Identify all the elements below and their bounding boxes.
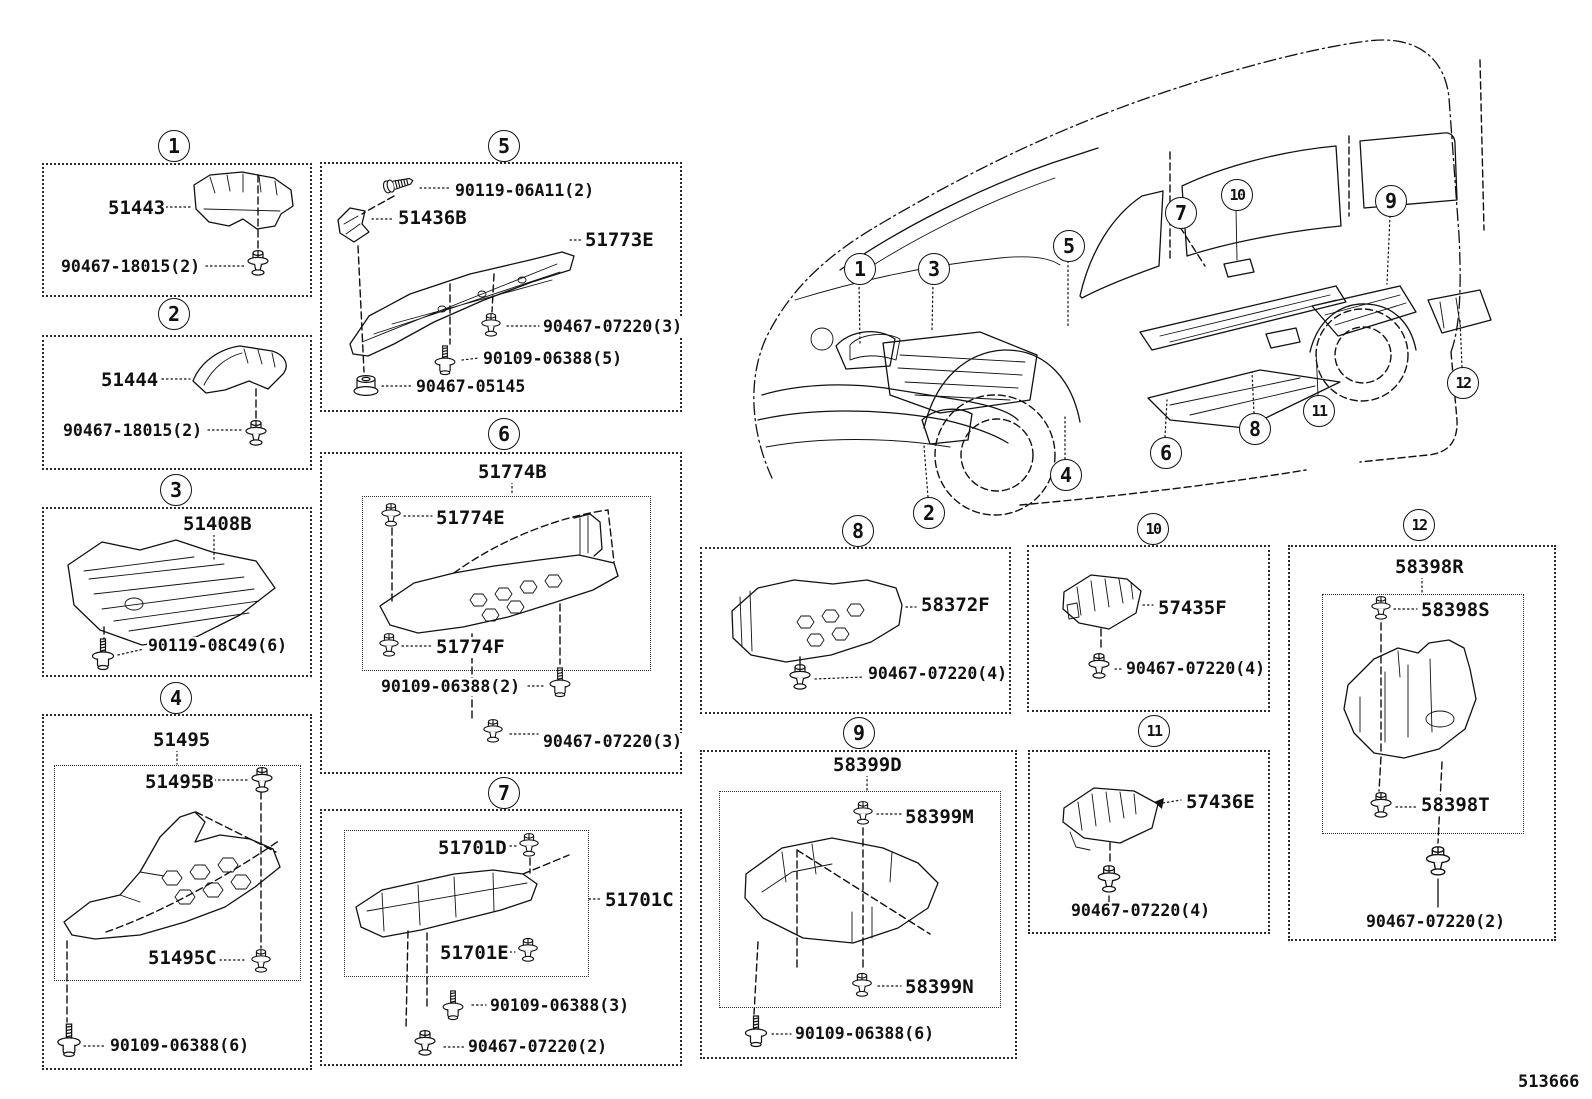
callout-digit: 2: [167, 302, 181, 326]
panel-9: [700, 750, 1017, 1059]
vehicle-callout-2: [913, 497, 945, 529]
clip-fastener-icon: [519, 938, 538, 961]
clip-fastener-icon: [484, 720, 502, 742]
clip-fastener-icon: [854, 802, 872, 824]
vehicle-callout-9: [1375, 185, 1407, 217]
callout-digit: 9: [852, 721, 866, 745]
clip-fastener-icon: [415, 1031, 435, 1056]
part-drawing: [1063, 575, 1141, 629]
callout-digit: 10: [1229, 185, 1245, 204]
callout-digit: 4: [1059, 463, 1073, 487]
callout-digit: 5: [497, 134, 511, 158]
callout-digit: 7: [497, 781, 511, 805]
panel-6: [320, 452, 682, 774]
vehicle-callout-10: [1221, 179, 1253, 211]
fastener-number-label: 90109-06388(3): [490, 996, 630, 1015]
bolt-fastener-icon: [435, 346, 455, 375]
fastener-number-label: 90109-06388(5): [483, 349, 623, 368]
callout-digit: 5: [1062, 234, 1076, 258]
part-drawing: [356, 855, 569, 937]
part-drawing: [338, 208, 574, 356]
fastener-number-label: 90467-07220(4): [868, 664, 1008, 683]
part-number-label: 51701C: [605, 889, 674, 911]
clip-fastener-icon: [1427, 847, 1450, 875]
clip-fastener-icon: [380, 634, 398, 656]
fastener-number-label: 90467-07220(4): [1071, 901, 1211, 920]
callout-digit: 11: [1146, 721, 1162, 740]
part-drawing: [745, 838, 938, 943]
panel-1-number: [158, 130, 190, 162]
fastener-icons: [1089, 654, 1109, 679]
clip-fastener-icon: [1089, 654, 1109, 679]
fastener-number-label: 90467-18015(2): [63, 421, 203, 440]
panel-3: [42, 507, 312, 677]
panel-10-sketch: [1029, 547, 1268, 710]
fastener-icons: [746, 802, 873, 1047]
clip-fastener-icon: [252, 768, 272, 793]
callout-digit: 8: [851, 519, 865, 543]
panel-2-sketch: [44, 337, 310, 468]
part-drawing: [64, 812, 280, 939]
part-number-label: 51701E: [440, 942, 509, 964]
callout-digit: 7: [1174, 201, 1188, 225]
fastener-number-label: 90467-07220(2): [468, 1037, 608, 1056]
part-number-label: 51444: [101, 369, 159, 391]
vehicle-callout-8: [1239, 413, 1271, 445]
bolt-fastener-icon: [93, 639, 114, 670]
part-number-title: 51774B: [478, 461, 547, 483]
panel-10-number: [1137, 513, 1169, 545]
panel-12: [1288, 545, 1556, 941]
panel-6-sketch: [322, 454, 680, 772]
part-number-title: 58399D: [833, 754, 902, 776]
part-number-label: 51773E: [585, 229, 654, 251]
fastener-number-label: 90467-07220(2): [1366, 912, 1506, 931]
clip-fastener-icon: [1098, 866, 1119, 892]
panel-8: [700, 547, 1011, 714]
part-number-label: 58398T: [1421, 794, 1490, 816]
part-number-label: 58372F: [921, 594, 990, 616]
vehicle-callout-6: [1150, 437, 1182, 469]
vehicle-windows: [1080, 133, 1457, 298]
part-drawing: [68, 540, 275, 645]
panel-8-sketch: [702, 549, 1009, 712]
clip-fastener-icon: [520, 834, 538, 856]
clip-fastener-icon: [246, 421, 266, 446]
fastener-icons: [790, 665, 810, 690]
callout-digit: 1: [167, 134, 181, 158]
callout-digit: 3: [169, 478, 183, 502]
clip-fastener-icon: [1372, 597, 1390, 619]
panel-8-number: [842, 515, 874, 547]
callout-digit: 11: [1311, 401, 1327, 420]
clip-fastener-icon: [248, 251, 268, 276]
part-drawing: [1344, 640, 1476, 758]
callout-digit: 12: [1455, 373, 1471, 392]
vehicle-callout-1: [844, 253, 876, 285]
panel-2: [42, 335, 312, 470]
callout-digit: 1: [853, 257, 867, 281]
fastener-number-label: 90119-08C49(6): [148, 636, 288, 655]
part-drawing: [732, 580, 902, 662]
leader-lines: [67, 750, 280, 1046]
bolt-fastener-icon: [746, 1016, 767, 1047]
panel-7-number: [488, 777, 520, 809]
fastener-number-label: 90467-07220(4): [1126, 659, 1266, 678]
panel-9-number: [843, 717, 875, 749]
vehicle-callout-4: [1050, 459, 1082, 491]
clip-fastener-icon: [382, 504, 400, 526]
panel-3-number: [160, 474, 192, 506]
panel-6-number: [488, 418, 520, 450]
callout-digit: 8: [1248, 417, 1262, 441]
callout-digit: 10: [1145, 519, 1161, 538]
fastener-number-label: 90467-18015(2): [61, 257, 201, 276]
part-number-label: 58399N: [905, 976, 974, 998]
panel-1: [42, 163, 312, 297]
part-number-label: 51495C: [148, 947, 217, 969]
part-drawing: [193, 346, 286, 393]
fastener-icons: [380, 504, 570, 742]
fastener-number-label: 90467-07220(3): [543, 732, 683, 751]
fastener-number-label: 90467-07220(3): [543, 317, 683, 336]
fastener-number-label: 90109-06388(6): [110, 1036, 250, 1055]
panel-12-number: [1403, 509, 1435, 541]
drawing-number: 513666: [1518, 1072, 1580, 1092]
callout-digit: 2: [922, 501, 936, 525]
part-number-label: 51774E: [436, 507, 505, 529]
nut-fastener-icon: [354, 376, 378, 396]
callout-digit: 4: [169, 686, 183, 710]
part-number-label: 51774F: [436, 636, 505, 658]
part-number-label: 57435F: [1158, 597, 1227, 619]
part-number-label: 57436E: [1186, 791, 1255, 813]
panel-5-number: [488, 130, 520, 162]
part-number-label: 58399M: [905, 806, 974, 828]
panel-11-number: [1138, 715, 1170, 747]
vehicle-callout-12: [1447, 367, 1479, 399]
vehicle-callout-11: [1303, 395, 1335, 427]
part-number-title: 58398R: [1395, 556, 1464, 578]
clip-fastener-icon: [853, 973, 872, 996]
bolt-fastener-icon: [550, 668, 570, 697]
vehicle-overview-sketch: [700, 0, 1592, 543]
panel-10: [1027, 545, 1270, 712]
panel-4: [42, 714, 312, 1070]
panel-11: [1028, 750, 1270, 934]
fastener-number-label: 90467-05145: [416, 377, 526, 396]
screw-fastener-icon: [382, 175, 414, 194]
clip-fastener-icon: [482, 314, 500, 336]
bolt-fastener-icon: [443, 991, 463, 1020]
part-number-label: 51701D: [438, 837, 507, 859]
panel-2-number: [158, 298, 190, 330]
part-number-label: 58398S: [1421, 599, 1490, 621]
fastener-icons: [246, 421, 266, 446]
fastener-number-label: 90109-06388(6): [795, 1024, 935, 1043]
callout-digit: 12: [1411, 515, 1427, 534]
leader-lines: [1109, 800, 1181, 910]
bolt-fastener-icon: [58, 1024, 80, 1056]
part-number-title: 51495: [153, 729, 211, 751]
callout-digit: 9: [1384, 189, 1398, 213]
part-number-label: 51408B: [183, 513, 252, 535]
fastener-icons: [1371, 597, 1449, 875]
panel-7: [320, 809, 682, 1066]
part-number-label: 51495B: [145, 771, 214, 793]
part-drawing: [194, 172, 293, 229]
callout-digit: 6: [1159, 441, 1173, 465]
vehicle-under-covers: [836, 259, 1491, 444]
panel-5: [320, 162, 682, 412]
fastener-icons: [248, 251, 268, 276]
part-number-label: 51436B: [398, 207, 467, 229]
vehicle-callout-3: [918, 253, 950, 285]
fastener-number-label: 90109-06388(2): [381, 677, 521, 696]
panel-9-sketch: [702, 752, 1015, 1057]
fastener-icons: [1098, 866, 1119, 892]
clip-fastener-icon: [1371, 793, 1391, 818]
panel-4-sketch: [44, 716, 310, 1068]
part-number-label: 51443: [108, 197, 166, 219]
vehicle-callout-5: [1053, 230, 1085, 262]
clip-fastener-icon: [790, 665, 810, 690]
callout-digit: 6: [497, 422, 511, 446]
fastener-icons: [93, 639, 114, 670]
panel-4-number: [160, 682, 192, 714]
part-drawing: [1063, 788, 1164, 850]
panel-5-sketch: [322, 164, 680, 410]
clip-fastener-icon: [252, 950, 270, 972]
fastener-number-label: 90119-06A11(2): [455, 181, 595, 200]
vehicle-callout-7: [1165, 197, 1197, 229]
fastener-icons: [58, 768, 272, 1057]
callout-digit: 3: [927, 257, 941, 281]
